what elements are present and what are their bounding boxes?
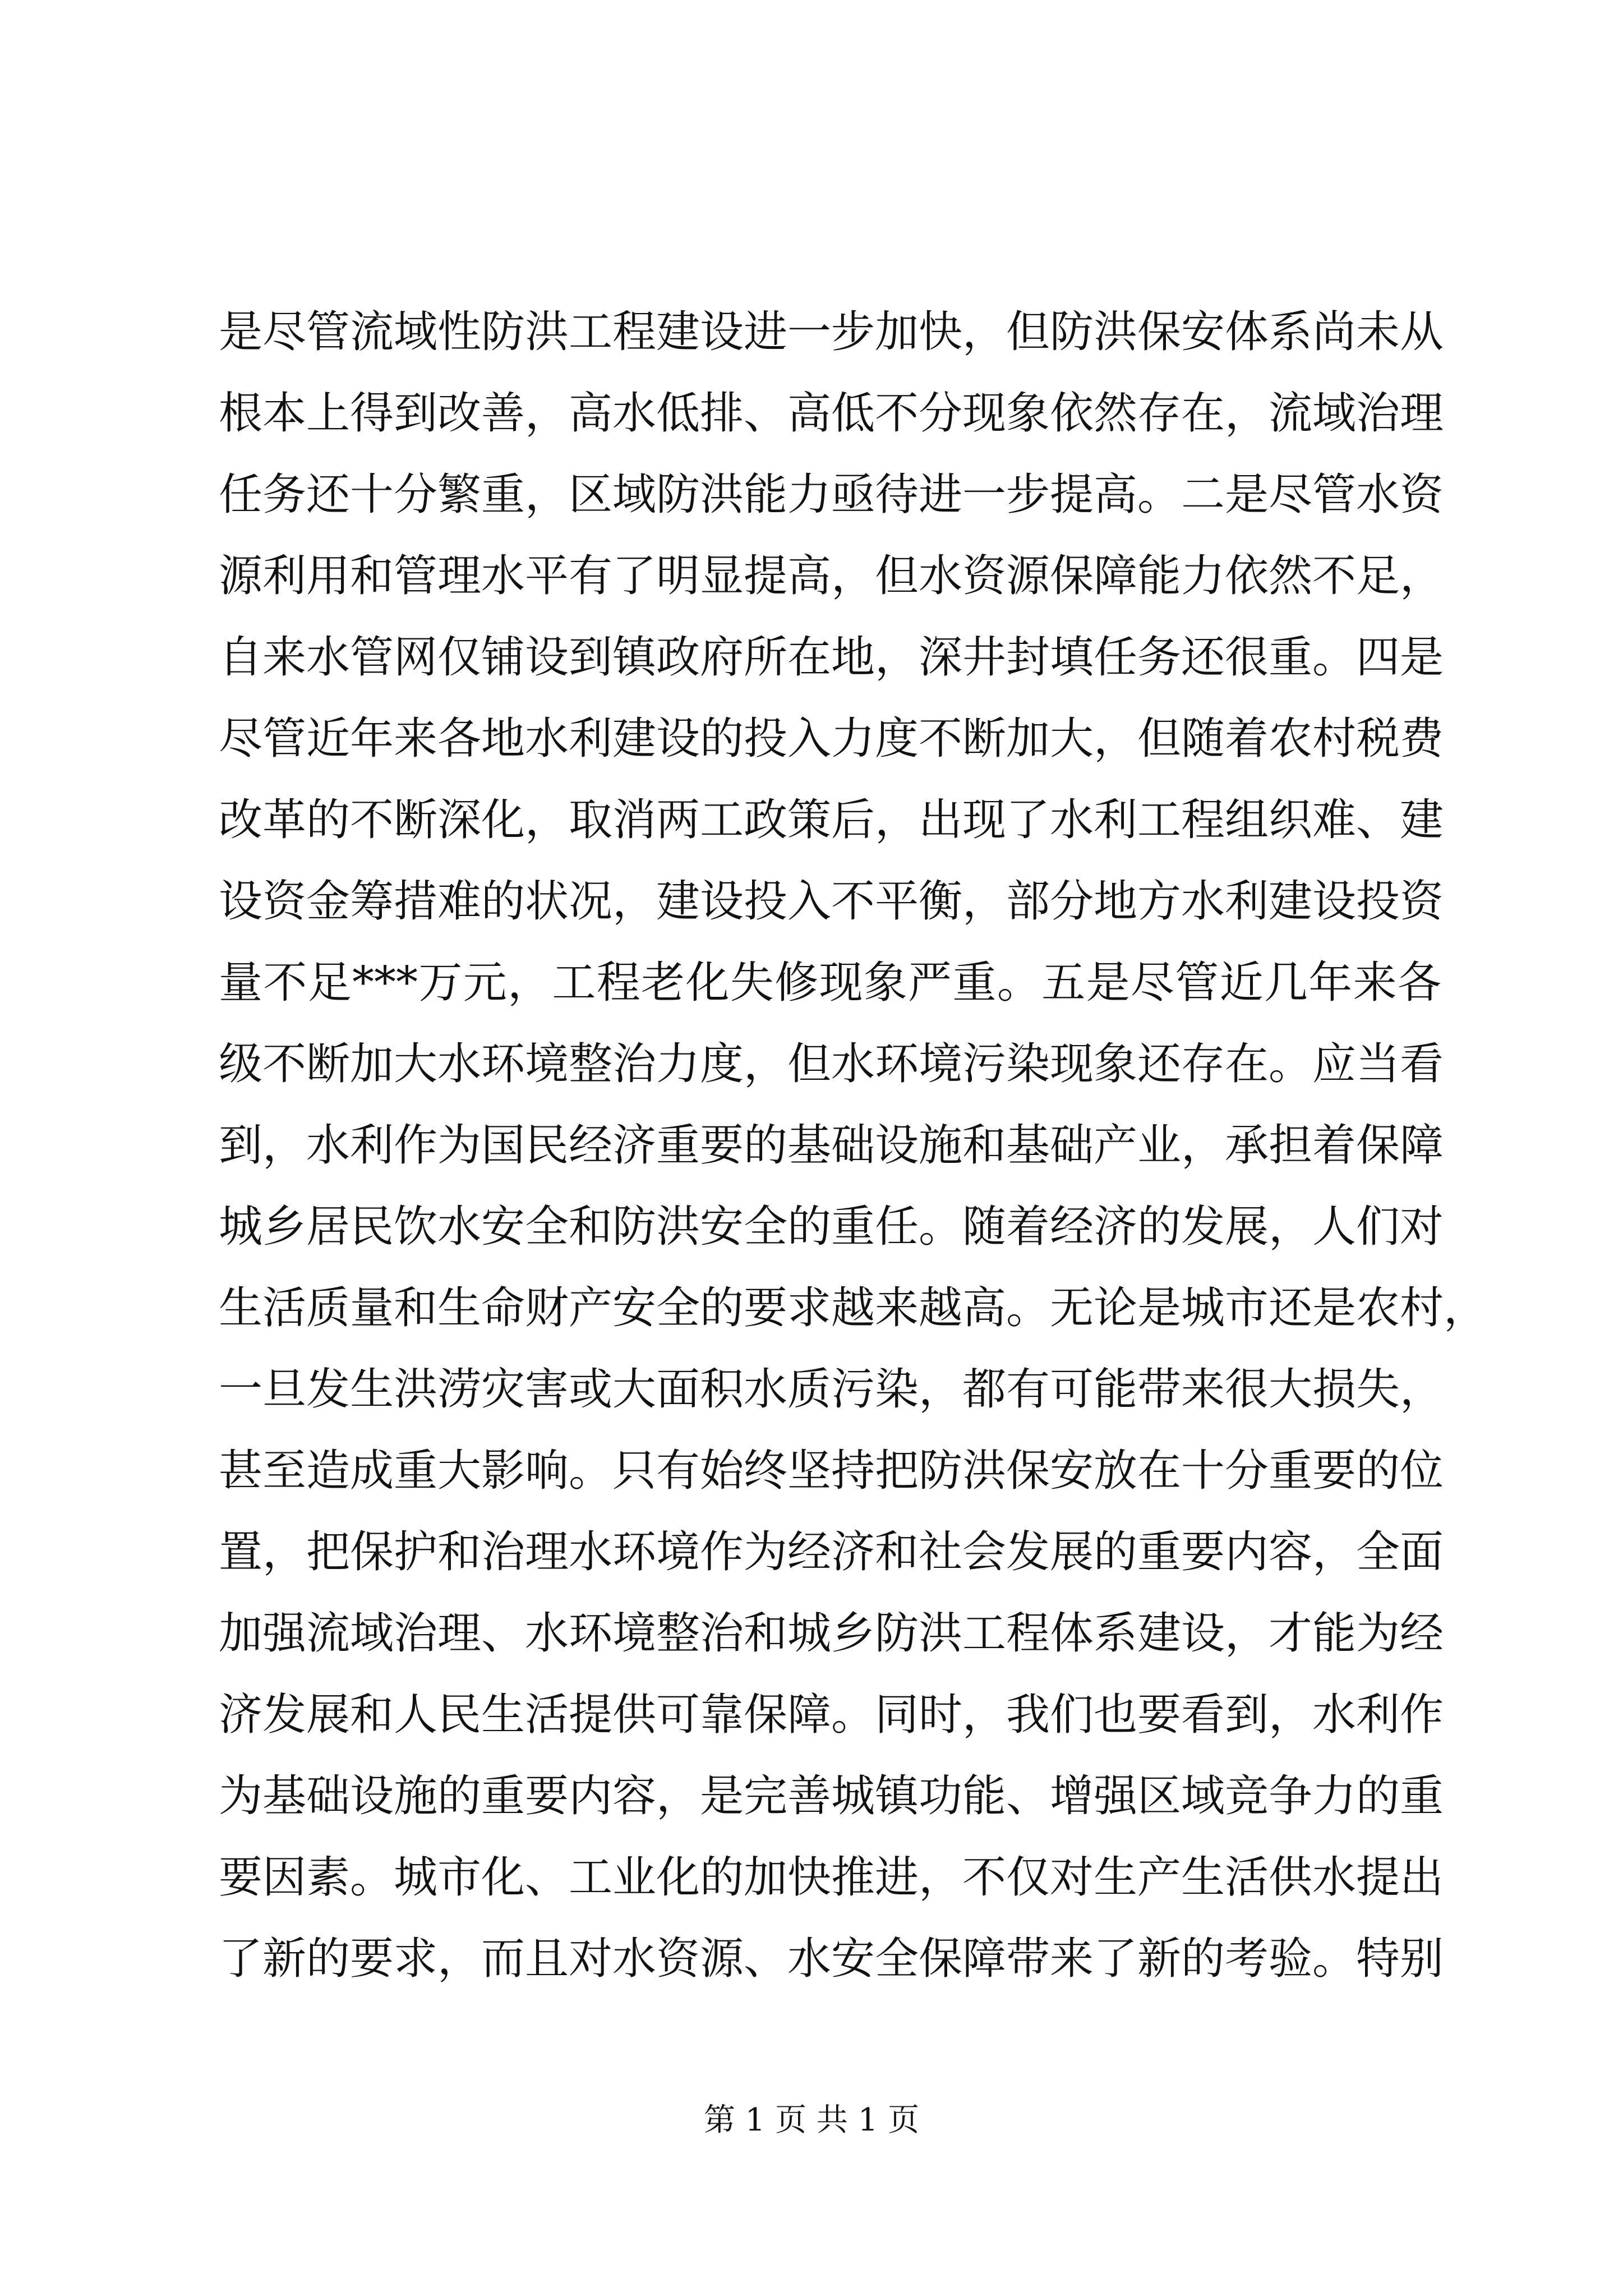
- text-line: 为基础设施的重要内容，是完善城镇功能、增强区域竞争力的重: [219, 1771, 1444, 1821]
- text-line: 级不断加大水环境整治力度，但水环境污染现象还存在。应当看: [219, 1039, 1444, 1089]
- text-line: 到，水利作为国民经济重要的基础设施和基础产业，承担着保障: [219, 1120, 1444, 1171]
- text-line: 了新的要求，而且对水资源、水安全保障带来了新的考验。特别: [219, 1934, 1444, 1984]
- text-line: 生活质量和生命财产安全的要求越来越高。无论是城市还是农村，: [219, 1283, 1488, 1333]
- text-line: 任务还十分繁重，区域防洪能力亟待进一步提高。二是尽管水资: [219, 470, 1444, 520]
- text-line: 自来水管网仅铺设到镇政府所在地，深井封填任务还很重。四是: [219, 632, 1444, 683]
- text-line: 济发展和人民生活提供可靠保障。同时，我们也要看到，水利作: [219, 1690, 1444, 1740]
- text-line: 一旦发生洪涝灾害或大面积水质污染，都有可能带来很大损失，: [219, 1364, 1444, 1415]
- text-line: 尽管近年来各地水利建设的投入力度不断加大，但随着农村税费: [219, 714, 1444, 764]
- page-footer: [0, 2101, 1623, 2140]
- text-line: 甚至造成重大影响。只有始终坚持把防洪保安放在十分重要的位: [219, 1446, 1444, 1496]
- text-line: 源利用和管理水平有了明显提高，但水资源保障能力依然不足，: [219, 551, 1444, 601]
- text-line: 城乡居民饮水安全和防洪安全的重任。随着经济的发展，人们对: [219, 1202, 1444, 1252]
- text-line: 要因素。城市化、工业化的加快推进，不仅对生产生活供水提出: [219, 1852, 1444, 1903]
- body-paragraph: [219, 292, 1488, 2000]
- page-number-label: 第 1 页 共 1 页: [703, 2102, 920, 2138]
- text-line: 量不足***万元，工程老化失修现象严重。五是尽管近几年来各: [219, 958, 1441, 1008]
- text-line: 加强流域治理、水环境整治和城乡防洪工程体系建设，才能为经: [219, 1608, 1444, 1659]
- text-line: 根本上得到改善，高水低排、高低不分现象依然存在，流域治理: [219, 388, 1444, 439]
- text-line: 是尽管流域性防洪工程建设进一步加快，但防洪保安体系尚未从: [219, 307, 1444, 357]
- text-line: 改革的不断深化，取消两工政策后，出现了水利工程组织难、建: [219, 795, 1444, 845]
- text-line: 置，把保护和治理水环境作为经济和社会发展的重要内容，全面: [219, 1527, 1444, 1577]
- text-line: 设资金筹措难的状况，建设投入不平衡，部分地方水利建设投资: [219, 876, 1444, 927]
